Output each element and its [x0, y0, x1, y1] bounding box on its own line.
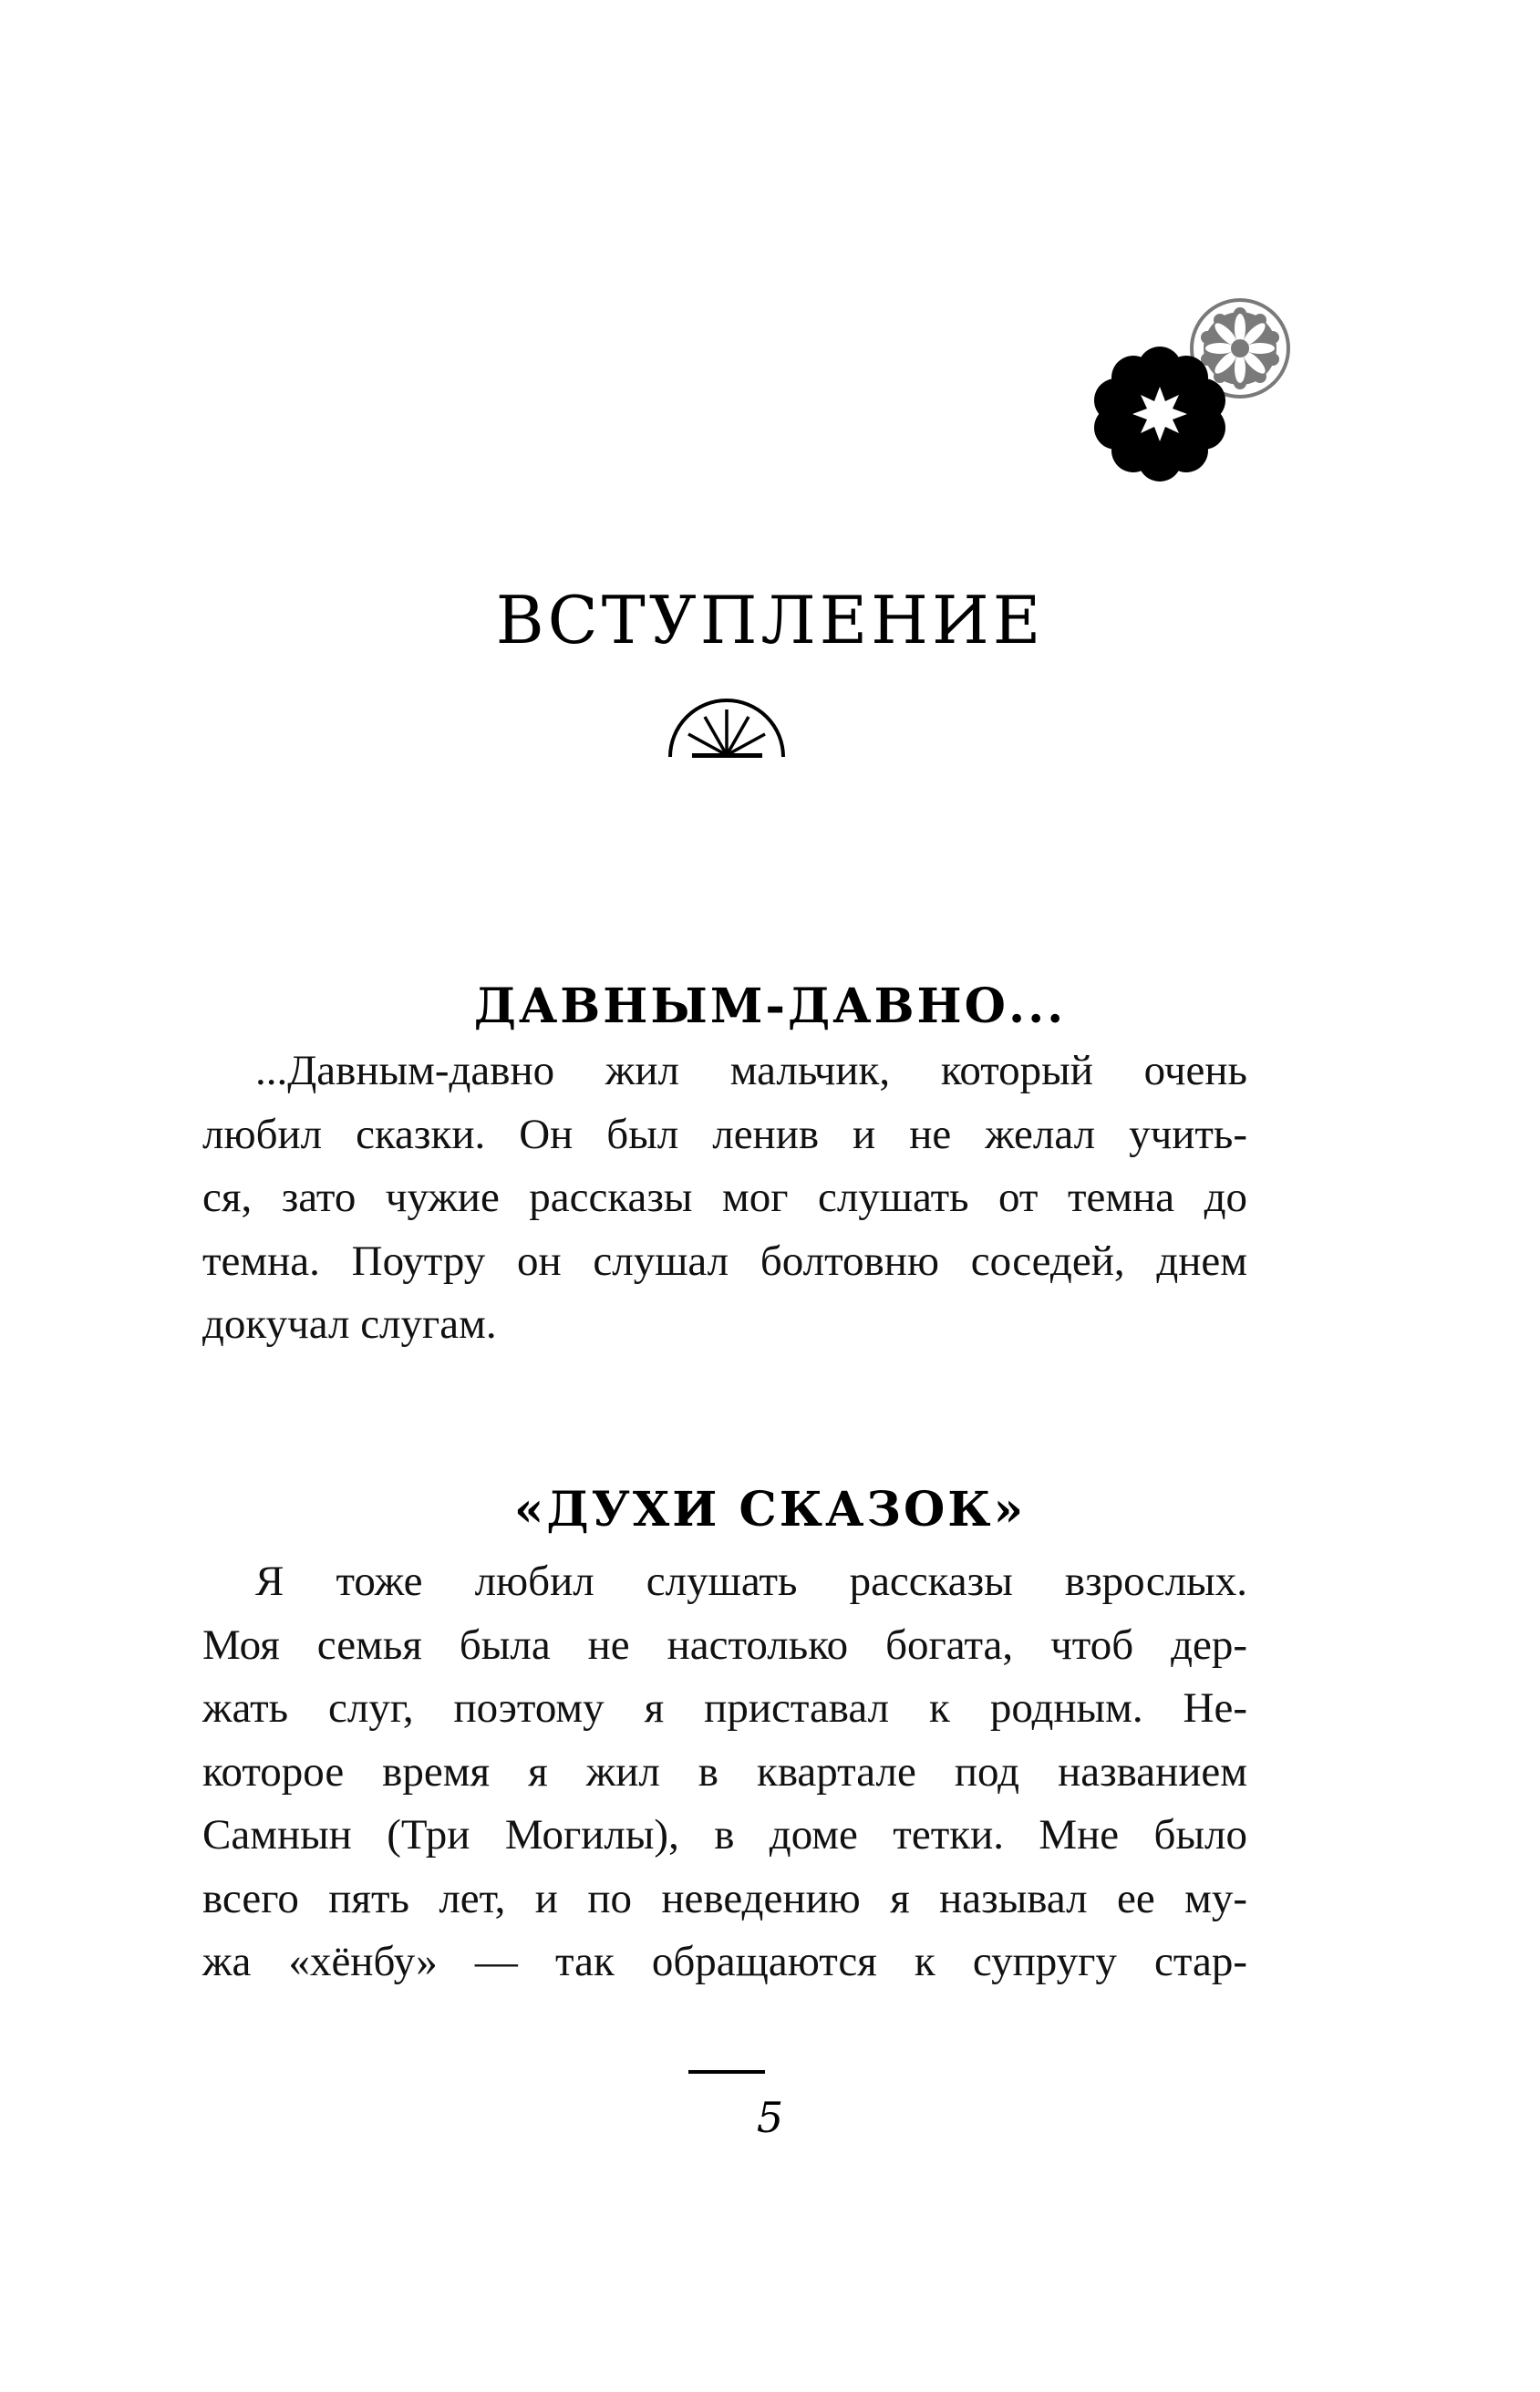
section-title: ДАВНЫМ-ДАВНО...: [473, 979, 1067, 1035]
text-line: любил сказки. Он был ленив и не желал учить-: [202, 1110, 1247, 1158]
text-line: которое время я жил в квартале под названием: [202, 1747, 1247, 1796]
paragraph: [202, 1040, 1247, 1357]
text-line: жа «хёнбу» — так обращаются к супругу стар-: [202, 1938, 1247, 1985]
flower-crest-icon: [1085, 283, 1304, 492]
section-title: «ДУХИ СКАЗОК»: [513, 1482, 1027, 1538]
rising-sun-icon: [661, 693, 793, 759]
text-line: ся, зато чужие рассказы мог слушать от темна до: [202, 1174, 1247, 1221]
page-number: 5: [756, 2093, 784, 2142]
text-line: докучал слугам.: [202, 1300, 497, 1348]
text-line: Я тоже любил слушать рассказы взрослых.: [255, 1558, 1247, 1605]
text-line: ...Давным-давно жил мальчик, который очень: [255, 1047, 1247, 1094]
text-line: Самнын (Три Могилы), в доме тетки. Мне было: [202, 1811, 1247, 1859]
paragraph: [202, 1550, 1247, 1994]
text-line: всего пять лет, и по неведению я называл ее му-: [202, 1874, 1247, 1922]
footer-divider: [688, 2070, 765, 2074]
text-line: жать слуг, поэтому я приставал к родным. Не-: [202, 1684, 1247, 1732]
text-line: темна. Поутру он слушал болтовню соседей, днем: [202, 1237, 1247, 1285]
chapter-title: ВСТУПЛЕНИЕ: [495, 582, 1045, 659]
text-line: Моя семья была не настолько богата, чтоб дер-: [202, 1621, 1247, 1669]
